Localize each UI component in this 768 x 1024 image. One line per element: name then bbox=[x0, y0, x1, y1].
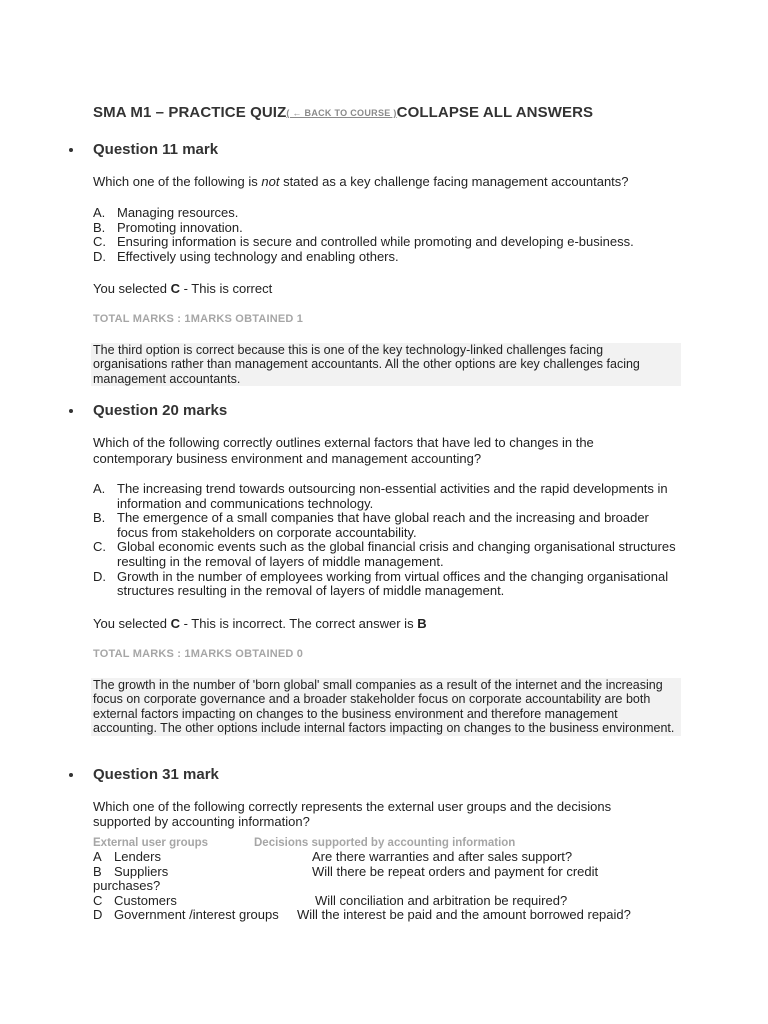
question-2-selected: You selected C - This is incorrect. The correct answer is B bbox=[93, 616, 427, 631]
question-2-heading[interactable] bbox=[93, 402, 227, 419]
question-1-explanation: The third option is correct because this is one of the key technology-linked challenges facing organisations rather than management accountants. All the other options are key challenges facing management accountants. bbox=[91, 343, 681, 386]
bullet-icon bbox=[69, 773, 73, 777]
table-header-groups: External user groups bbox=[93, 837, 209, 849]
question-1-prompt: Which one of the following is not stated as a key challenge facing management accountants? bbox=[93, 174, 629, 189]
question-1-title: Question 11 mark bbox=[93, 141, 219, 158]
table-row-continuation: purchases? bbox=[93, 878, 161, 893]
option-a[interactable]: A. Managing resources. bbox=[93, 205, 239, 220]
option-d[interactable]: D. Growth in the number of employees working from virtual offices and the changing organisational structures resulting in the removal of layers of middle management. bbox=[93, 568, 669, 599]
table-row-decision: Will there be repeat orders and payment for credit bbox=[312, 864, 599, 879]
question-1-selected: You selected C - This is correct bbox=[93, 281, 273, 296]
page-title bbox=[93, 104, 593, 121]
option-c[interactable]: C. Ensuring information is secure and controlled while promoting and developing e-business. bbox=[93, 234, 634, 250]
option-a[interactable]: A. The increasing trend towards outsourcing non-essential activities and the rapid developments in information and communications technology. bbox=[93, 481, 668, 511]
table-row-decision: Will conciliation and arbitration be required? bbox=[315, 893, 568, 908]
question-3-prompt: Which one of the following correctly represents the external user groups and the decisions supported by accounting information? bbox=[93, 799, 612, 829]
table-header-decisions: Decisions supported by accounting information bbox=[254, 837, 516, 849]
question-2-marks: TOTAL MARKS : 1MARKS OBTAINED 0 bbox=[93, 648, 304, 660]
question-3-heading[interactable] bbox=[93, 766, 219, 783]
bullet-icon bbox=[69, 409, 73, 413]
collapse-all-answers-link[interactable]: COLLAPSE ALL ANSWERS bbox=[396, 104, 594, 121]
table-row-group: Customers bbox=[114, 893, 177, 908]
table-row-decision: Are there warranties and after sales support? bbox=[312, 849, 573, 864]
table-row-group: Suppliers bbox=[114, 864, 169, 879]
option-b[interactable]: B. Promoting innovation. bbox=[93, 219, 243, 235]
back-to-course-link[interactable]: ( ← BACK TO COURSE ) bbox=[286, 108, 397, 118]
table-row-letter: A bbox=[93, 849, 102, 864]
question-3-title: Question 31 mark bbox=[93, 766, 219, 783]
question-1-heading[interactable] bbox=[93, 141, 218, 158]
question-2-prompt: Which of the following correctly outlines external factors that have led to changes in the contemporary business environment and management accounting? bbox=[93, 435, 594, 466]
question-2-options bbox=[93, 482, 683, 599]
question-2-title: Question 20 marks bbox=[93, 402, 228, 419]
option-b[interactable]: B. The emergence of a small companies that have global reach and the increasing and broader focus from stakeholders on corporate accountability. bbox=[93, 510, 649, 540]
question-1-options bbox=[93, 206, 683, 264]
table-row-letter: C bbox=[93, 893, 103, 908]
table-row-letter: B bbox=[93, 864, 102, 879]
option-c[interactable]: C. Global economic events such as the global financial crisis and changing organisational structures resulting in the removal of layers of middle management. bbox=[93, 539, 676, 569]
question-1-marks: TOTAL MARKS : 1MARKS OBTAINED 1 bbox=[93, 313, 304, 325]
table-row-group: Government /interest groups bbox=[114, 907, 279, 922]
table-row-decision: Will the interest be paid and the amount borrowed repaid? bbox=[297, 907, 631, 922]
question-2-explanation: The growth in the number of 'born global' small companies as a result of the internet and the increasing focus on corporate governance and a broader stakeholder focus on corporate accountability are both external factors impacting on changes to the business environment and therefore management accounting. The other options include internal factors impacting on changes to the business environment. bbox=[91, 678, 681, 736]
option-d[interactable]: D. Effectively using technology and enabling others. bbox=[93, 248, 399, 264]
table-row-group: Lenders bbox=[114, 849, 161, 864]
table-row-letter: D bbox=[93, 907, 103, 922]
bullet-icon bbox=[69, 148, 73, 152]
quiz-title: SMA M1 – PRACTICE QUIZ bbox=[93, 104, 287, 121]
